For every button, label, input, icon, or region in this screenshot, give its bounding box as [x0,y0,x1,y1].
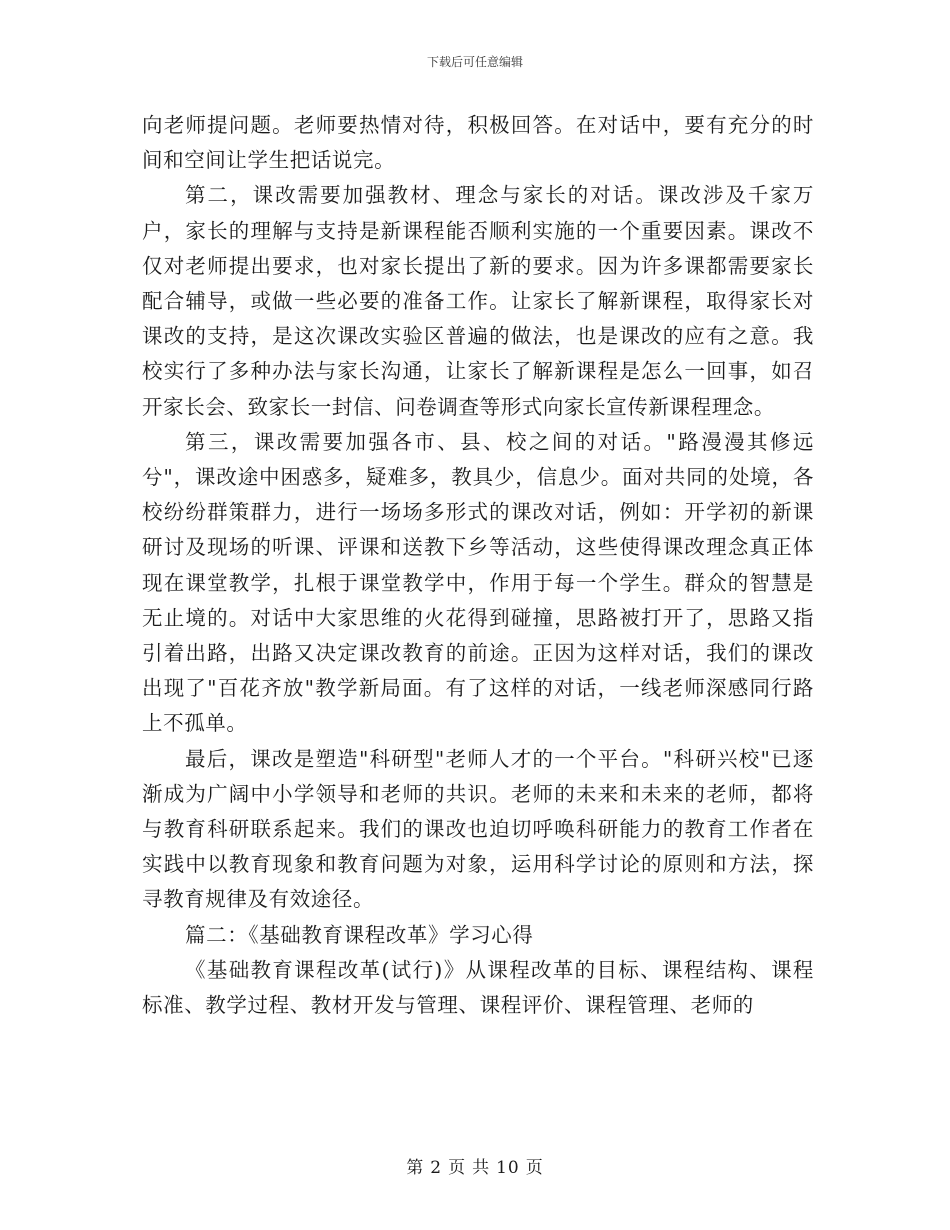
footer-page-number: 2 [430,1158,443,1178]
paragraph-section-intro: 《基础教育课程改革(试行)》从课程改革的目标、课程结构、课程标准、教学过程、教材开发与管理、课程评价、课程管理、老师的 [142,957,814,1018]
paragraph-third-point: 第三，课改需要加强各市、县、校之间的对话。"路漫漫其修远兮"，课改途中困惑多，疑难多，教具少，信息少。面对共同的处境，各校纷纷群策群力，进行一场场多形式的课改对话，例如：开学初的新课研讨及现场的听课、评课和送教下乡等活动，这些使得课改理念真正体现在课堂教学，扎根于课堂教学中，作用于每一个学生。群众的智慧是无止境的。对话中大家思维的火花得到碰撞，思路被打开了，思路又指引着出路，出路又决定课改教育的前途。正因为这样对话，我们的课改出现了"百花齐放"教学新局面。有了这样的对话，一线老师深感同行路上不孤单。 [142,429,814,736]
paragraph-final-point: 最后，课改是塑造"科研型"老师人才的一个平台。"科研兴校"已逐渐成为广阔中小学领导和老师的共识。老师的未来和未来的老师，都将与教育科研联系起来。我们的课改也迫切呼唤科研能力的教育工作者在实践中以教育现象和教育问题为对象，运用科学讨论的原则和方法，探寻教育规律及有效途径。 [142,746,814,912]
footer-suffix: 页 [525,1158,544,1178]
page-footer [0,1156,950,1180]
paragraph-continuation: 向老师提问题。老师要热情对待，积极回答。在对话中，要有充分的时间和空间让学生把话说完。 [142,113,814,173]
footer-page-word: 页 [448,1158,467,1178]
page-header: 下载后可任意编辑 [426,55,523,69]
footer-total-pages: 10 [496,1158,520,1178]
footer-prefix: 第 [406,1158,425,1178]
paragraph-second-point: 第二，课改需要加强教材、理念与家长的对话。课改涉及千家万户，家长的理解与支持是新课程能否顺利实施的一个重要因素。课改不仅对老师提出要求，也对家长提出了新的要求。因为许多课都需要家长配合辅导，或做一些必要的准备工作。让家长了解新课程，取得家长对课改的支持，是这次课改实验区普遍的做法，也是课改的应有之意。我校实行了多种办法与家长沟通，让家长了解新课程是怎么一回事，如召开家长会、致家长一封信、问卷调查等形式向家长宣传新课程理念。 [142,183,814,419]
footer-total-word: 共 [472,1158,491,1178]
section-heading: 篇二：《基础教育课程改革》学习心得 [185,922,534,947]
document-body [142,108,814,1023]
